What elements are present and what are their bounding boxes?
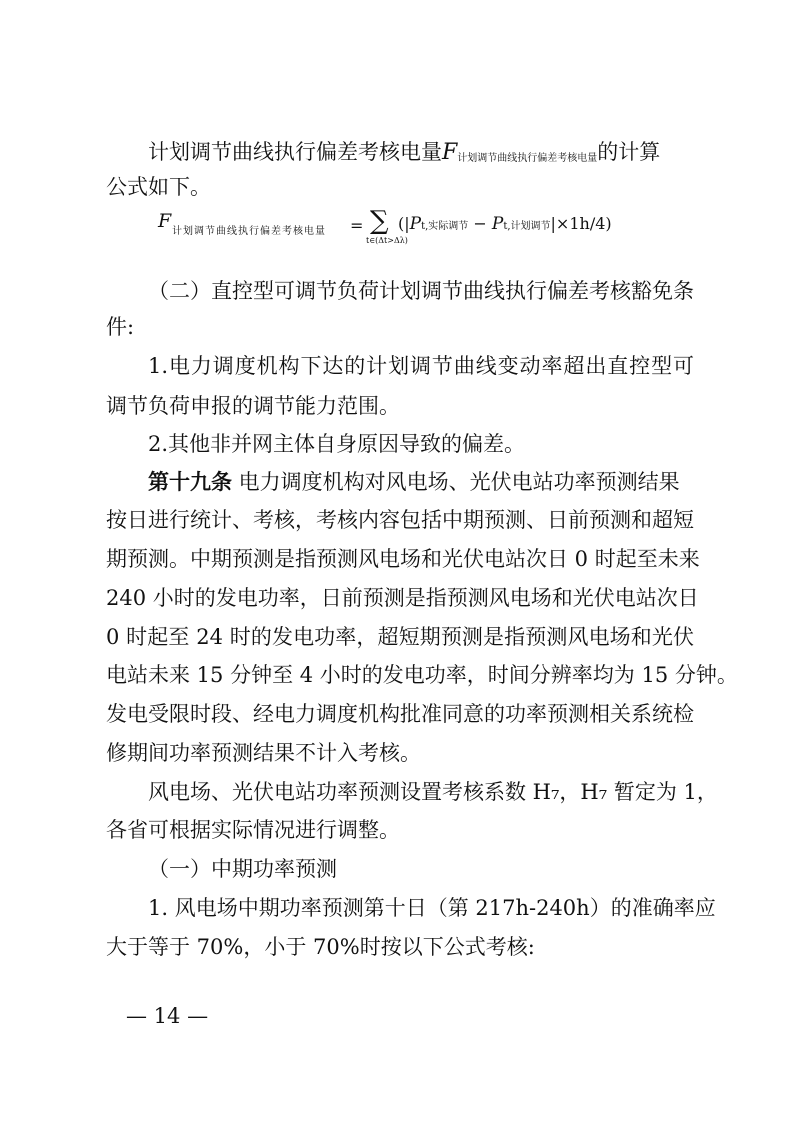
- paragraph-line: 大于等于 70%，小于 70%时按以下公式考核:: [106, 935, 535, 959]
- article-number: 第十九条: [148, 469, 232, 494]
- paragraph-line: 调节负荷申报的调节能力范围。: [106, 394, 400, 418]
- paragraph-line: 期预测。中期预测是指预测风电场和光伏电站次日 0 时起至未来: [106, 547, 700, 571]
- formula-P2-subscript: t,计划调节: [503, 221, 551, 232]
- text: 的计算: [597, 140, 661, 164]
- paragraph-line: 电站未来 15 分钟至 4 小时的发电功率，时间分辨率均为 15 分钟。: [106, 663, 738, 687]
- paragraph-line: 发电受限时段、经电力调度机构批准同意的功率预测相关系统检: [106, 702, 694, 726]
- formula-open: (|: [398, 214, 410, 233]
- paragraph-line: 风电场、光伏电站功率预测设置考核系数 H₇，H₇ 暂定为 1，: [148, 780, 718, 804]
- formula-P1: P: [409, 214, 422, 234]
- paragraph-line: 件:: [106, 315, 135, 339]
- formula-P2: P: [491, 214, 504, 234]
- text: 计划调节曲线执行偏差考核电量: [148, 140, 442, 164]
- paragraph-line: 0 时起至 24 时的发电功率，超短期预测是指预测风电场和光伏: [106, 625, 694, 649]
- section-heading: （一）中期功率预测: [148, 857, 337, 881]
- formula: [158, 208, 678, 252]
- formula-sum-subscript: t∈(Δt>Δλ): [366, 236, 408, 245]
- paragraph-line: （二）直控型可调节负荷计划调节曲线执行偏差考核豁免条: [148, 279, 694, 303]
- formula-F-subscript: 计划调节曲线执行偏差考核电量: [172, 226, 326, 237]
- article-heading-line: [148, 468, 694, 496]
- formula-minus: −: [468, 214, 492, 233]
- paragraph-line: 按日进行统计、考核，考核内容包括中期预测、日前预测和超短: [106, 508, 694, 532]
- formula-F: F: [158, 210, 172, 232]
- formula-body: [398, 214, 612, 234]
- paragraph-line: 2.其他非并网主体自身原因导致的偏差。: [148, 432, 526, 456]
- paragraph-line: 各省可根据实际情况进行调整。: [106, 818, 400, 842]
- paragraph-line: [148, 138, 694, 173]
- formula-equals: =: [350, 216, 364, 235]
- formula-P1-subscript: t,实际调节: [421, 221, 469, 232]
- formula-sum: ∑: [370, 206, 389, 236]
- paragraph-line: 公式如下。: [106, 175, 211, 199]
- page-number: — 14 —: [126, 1004, 209, 1028]
- formula-symbol: F: [442, 140, 458, 165]
- formula-subscript: 计划调节曲线执行偏差考核电量: [457, 153, 598, 164]
- paragraph-line: 1.电力调度机构下达的计划调节曲线变动率超出直控型可: [148, 354, 694, 378]
- formula-close: |×1h/4): [550, 214, 612, 233]
- paragraph-line: 1. 风电场中期功率预测第十日（第 217h-240h）的准确率应: [148, 896, 716, 920]
- paragraph-line: 修期间功率预测结果不计入考核。: [106, 741, 421, 765]
- text: 电力调度机构对风电场、光伏电站功率预测结果: [232, 470, 680, 494]
- paragraph-line: 240 小时的发电功率，日前预测是指预测风电场和光伏电站次日: [106, 586, 699, 610]
